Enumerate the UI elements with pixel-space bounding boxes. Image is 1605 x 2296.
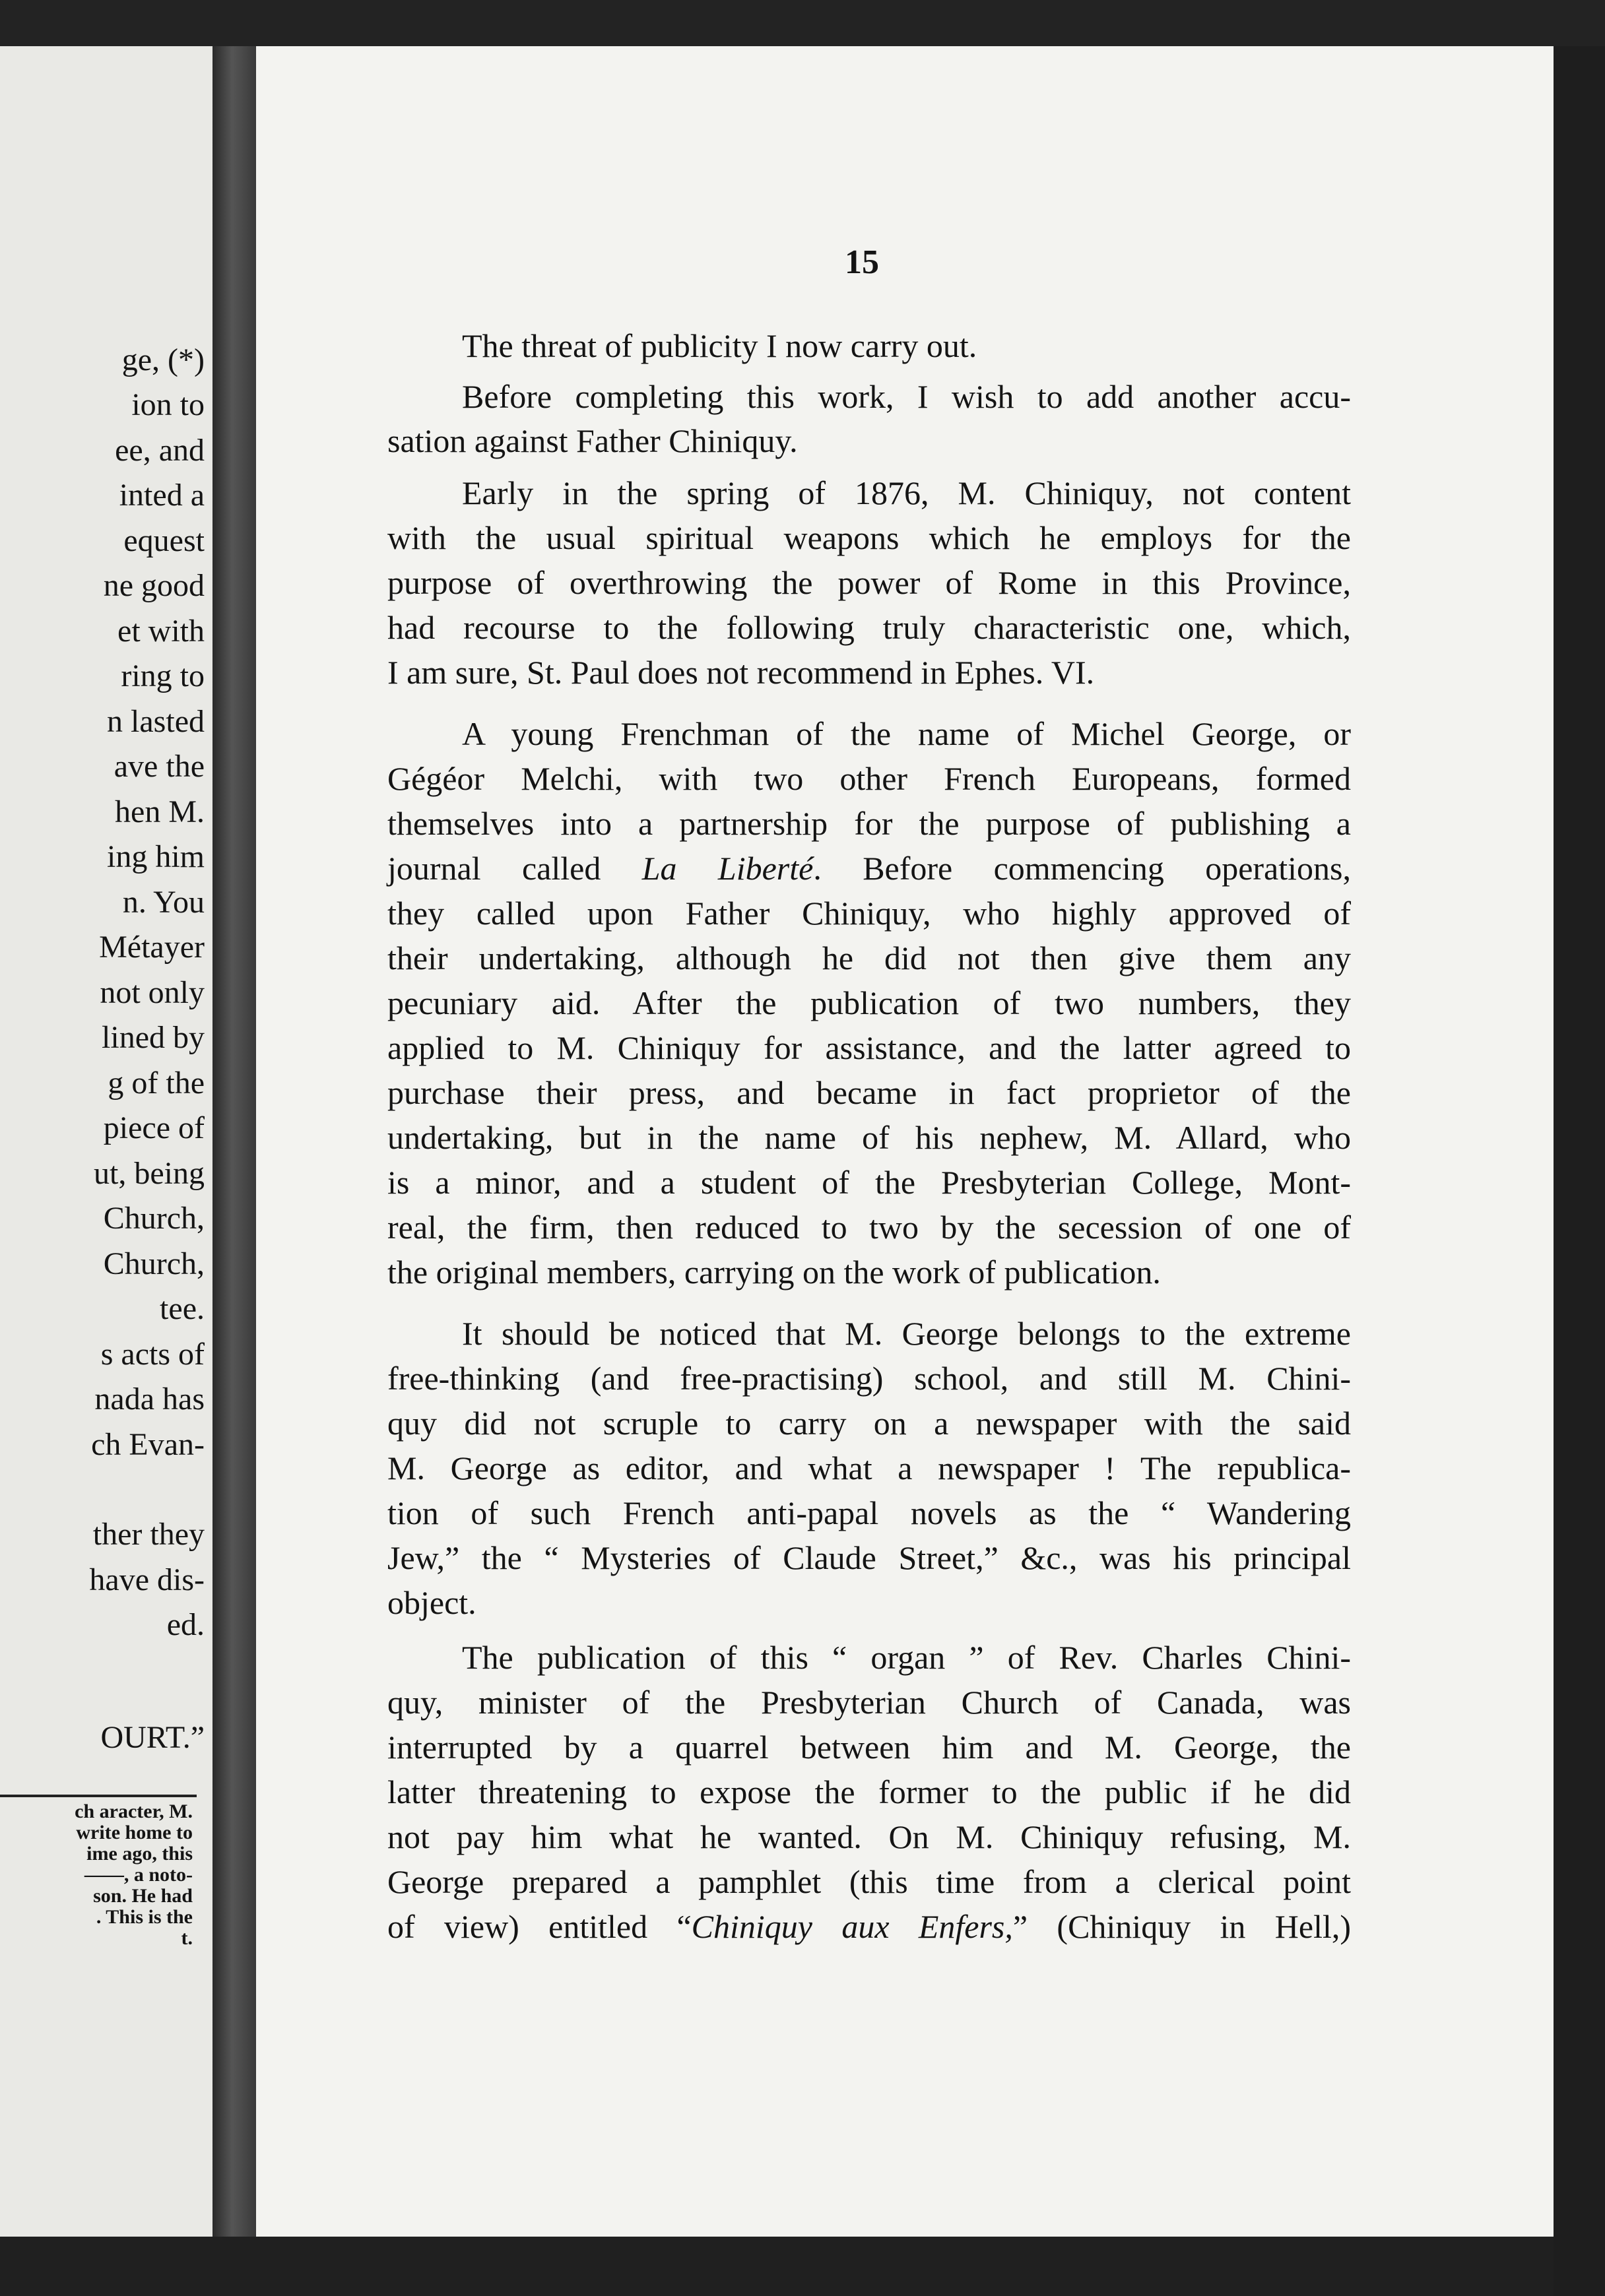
facing-page-line: n lasted — [107, 704, 205, 739]
facing-page-line: et with — [117, 614, 205, 649]
text-line: pecuniary aid. After the publication of two numbers, they — [387, 984, 1351, 1021]
facing-page-line: n. You — [122, 885, 205, 920]
text-line — [387, 1907, 1351, 1946]
facing-page-line: piece of — [103, 1110, 205, 1145]
text-line: undertaking, but in the name of his nephew, M. Allard, who — [387, 1119, 1351, 1156]
facing-page-line: hen M. — [115, 794, 205, 829]
facing-page-line: Church, — [103, 1246, 205, 1281]
text-line: sation against Father Chiniquy. — [387, 422, 798, 459]
facing-page-line: ring to — [121, 658, 205, 693]
facing-page-line: equest — [123, 523, 205, 558]
text-line: Gégéor Melchi, with two other French Europeans, formed — [387, 760, 1351, 797]
facing-page-line: tee. — [160, 1291, 205, 1326]
text-line: real, the firm, then reduced to two by the secession of one of — [387, 1209, 1351, 1246]
book-gutter — [213, 46, 256, 2237]
text-line: object. — [387, 1584, 476, 1621]
facing-page-line: ch Evan- — [91, 1427, 205, 1462]
facing-page-rule — [0, 1795, 197, 1797]
facing-page-line: ee, and — [115, 433, 205, 468]
text-line: with the usual spiritual weapons which he employs for the — [387, 519, 1351, 556]
facing-page-line: OURT.” — [100, 1720, 205, 1755]
facing-page-line: not only — [100, 975, 205, 1010]
facing-page-note: ime ago, this — [86, 1843, 193, 1865]
facing-page-note: . This is the — [96, 1907, 193, 1928]
facing-page-line: ut, being — [94, 1156, 205, 1191]
facing-page-note: son. He had — [93, 1886, 193, 1907]
text-line: Before completing this work, I wish to add another accu- — [462, 378, 1351, 415]
facing-page-line: s acts of — [100, 1337, 205, 1372]
text-line: their undertaking, although he did not then give them any — [387, 940, 1351, 976]
facing-page-line: g of the — [108, 1066, 205, 1100]
facing-page-line: ed. — [166, 1607, 205, 1642]
text-line: George prepared a pamphlet (this time from a clerical point — [387, 1863, 1351, 1900]
newspaper-title: La Liberté — [641, 850, 814, 887]
facing-page-note: t. — [181, 1928, 193, 1949]
text-run: of view) entitled “ — [387, 1908, 692, 1945]
text-line: M. George as editor, and what a newspaper ! The republica- — [387, 1450, 1351, 1486]
text-line — [387, 848, 1351, 888]
facing-page-line: Métayer — [99, 930, 205, 965]
text-line: Jew,” the “ Mysteries of Claude Street,” &c., was his principal — [387, 1539, 1351, 1576]
text-line: applied to M. Chiniquy for assistance, and the latter agreed to — [387, 1029, 1351, 1066]
scan-right-edge — [1554, 46, 1605, 2296]
text-line: tion of such French anti-papal novels as the “ Wandering — [387, 1494, 1351, 1531]
text-line: quy, minister of the Presbyterian Church of Canada, was — [387, 1684, 1351, 1721]
text-line: they called upon Father Chiniquy, who highly approved of — [387, 895, 1351, 932]
facing-page-line: have dis- — [89, 1562, 205, 1597]
facing-page-note: ——, a noto- — [84, 1865, 193, 1886]
scan-bottom-edge — [0, 2237, 1554, 2296]
facing-page-line: ave the — [114, 749, 205, 784]
facing-page-line: nada has — [94, 1382, 205, 1417]
text-line: The threat of publicity I now carry out. — [462, 327, 977, 364]
scan-top-edge — [0, 0, 1605, 53]
facing-page-line: Church, — [103, 1201, 205, 1236]
facing-page-note: ch aracter, M. — [75, 1801, 193, 1822]
text-run: journal called — [387, 850, 601, 887]
pamphlet-title: Chiniquy aux Enfers, — [691, 1908, 1013, 1945]
text-line: I am sure, St. Paul does not recommend in Ephes. VI. — [387, 654, 1095, 691]
page-number: 15 — [845, 243, 879, 281]
text-line: A young Frenchman of the name of Michel George, or — [462, 715, 1351, 752]
facing-page-line: lined by — [102, 1020, 205, 1055]
text-line: It should be noticed that M. George belongs to the extreme — [462, 1315, 1351, 1352]
text-line: the original members, carrying on the work of publication. — [387, 1254, 1161, 1291]
text-line: interrupted by a quarrel between him and M. George, the — [387, 1729, 1351, 1766]
text-line: themselves into a partnership for the purpose of publishing a — [387, 805, 1351, 842]
facing-page-line: ing him — [106, 839, 205, 874]
text-line: had recourse to the following truly characteristic one, which, — [387, 609, 1351, 646]
text-run: . Before commencing operations, — [813, 850, 1351, 887]
text-line: latter threatening to expose the former to the public if he did — [387, 1773, 1351, 1810]
text-run: ” (Chiniquy in Hell,) — [1012, 1908, 1351, 1945]
facing-page-note: write home to — [76, 1822, 193, 1843]
text-line: not pay him what he wanted. On M. Chiniquy refusing, M. — [387, 1818, 1351, 1855]
facing-page-line: ne good — [103, 568, 205, 603]
text-line: Early in the spring of 1876, M. Chiniquy, not content — [462, 474, 1351, 511]
text-line: free-thinking (and free-practising) school, and still M. Chini- — [387, 1360, 1351, 1397]
facing-page-line: inted a — [119, 478, 205, 513]
text-line: purchase their press, and became in fact proprietor of the — [387, 1074, 1351, 1111]
facing-page-line: ge, (*) — [121, 342, 205, 377]
text-line: The publication of this “ organ ” of Rev. Charles Chini- — [462, 1639, 1351, 1676]
text-line: quy did not scruple to carry on a newspaper with the said — [387, 1405, 1351, 1442]
text-line: purpose of overthrowing the power of Rome in this Province, — [387, 564, 1351, 601]
facing-page — [0, 46, 213, 2237]
text-line: is a minor, and a student of the Presbyterian College, Mont- — [387, 1164, 1351, 1201]
facing-page-line: ther they — [92, 1517, 205, 1552]
facing-page-line: ion to — [131, 387, 205, 422]
